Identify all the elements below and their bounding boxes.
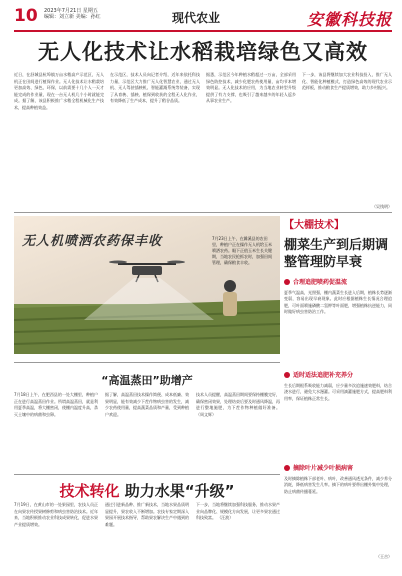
masthead-logo: 安徽科技报	[306, 10, 392, 29]
sidebar-text: 生长后期根系吸收能力减弱，应少量多次追施速效肥料，结合浇水进行，避免大水漫灌。可采用滴灌施肥方式，提高肥料利用率，保证植株正常生长。	[284, 383, 392, 401]
story-headline: “高温蒸田”助增产	[101, 374, 193, 387]
section-name: 现代农业	[172, 11, 221, 25]
story-column: 据了解，高温蒸田技术操作简便、成本低廉、效果明显，能有效减少下茬作物病虫害的发生，减少农药使用量，提高蔬菜品质和产量，受到种植户欢迎。	[105, 392, 189, 417]
issue-date: 2023年7月21日 星期五	[44, 8, 98, 14]
bullet-icon	[284, 465, 290, 471]
story-column: 通过引进新品种、推广新技术，当地水果品质明显提升，果农收入不断增加。农技专家定期深入果园开展技术指导，帮助果农解决生产中遇到的难题。	[105, 502, 189, 527]
story-headline: 技术转化 助力水果“升级”	[59, 482, 235, 500]
story-column: 7月19日，在黄山市的一处果园里，农技人员正在向果农传授果树修剪和病虫害防治技术。近年来，当地积极推动农业科技成果转化，促进水果产业提质增效。	[14, 502, 98, 527]
story-body	[14, 392, 280, 472]
lead-headline: 无人化技术让水稻栽培绿色又高效	[38, 40, 368, 64]
sidebar-subhead: 合理追肥喷药促温流	[284, 277, 392, 286]
section-divider	[14, 474, 280, 475]
photo-title: 无人机喷洒农药保丰收	[22, 234, 163, 249]
page-header	[14, 6, 392, 30]
sidebar-text: 及时摘除植株下部老叶、病叶，改善通风透光条件，减少养分消耗，降低病害发生几率。摘下的病叶要带出棚外集中处理，防止病菌传播蔓延。	[284, 476, 392, 494]
page-number: 10	[14, 6, 38, 26]
lead-byline: （吴钱明）	[372, 204, 392, 209]
lead-column: 下一步，该县将继续加大农业科技投入，推广无人化、智能化种植模式，打造绿色高效的现代农业示范样板，推动粮食生产提质增效，助力乡村振兴。	[302, 72, 392, 91]
lead-column: 近日，在舒城县杭埠镇万亩水稻高产示范区，无人机正在田间进行植保作业。无人化技术让水稻栽培更加高效、绿色、环保，以前需要十几个人一天才能完成的作业量，现在一台无人机几个小时就能完成。据了解，该县积极推广水稻全程机械化生产技术，提高种植效益。	[14, 72, 104, 110]
greenhouse-sidebar	[284, 216, 392, 566]
issue-info	[44, 8, 101, 20]
sidebar-text: 夏季气温高，光照强，棚内蔬菜生长进入后期，植株长势逐渐变弱，容易出现早衰现象。此时应根据植株生长情况合理追肥，可叶面喷施磷酸二氢钾等叶面肥，增强植株抗逆能力，同时做好病虫害防治工作。	[284, 290, 392, 315]
editor-credit: 编辑：刘立新 美编：孙红	[44, 14, 101, 20]
drone-photo	[14, 216, 280, 354]
lead-body	[14, 72, 392, 212]
spray-mist	[84, 278, 214, 320]
story-column: 7月18日上午，在肥西县的一处大棚里，种植户正在进行高温蒸田作业。所谓高温蒸田，就是利用夏季高温，将大棚密闭，使棚内温度升高，杀灭土壤中的病菌和虫卵。	[14, 392, 98, 417]
bullet-icon	[284, 279, 290, 285]
sidebar-headline: 棚菜生产到后期调整管理防早衰	[284, 238, 389, 270]
column-tag: 【大棚技术】	[284, 220, 344, 231]
lead-column: 据悉，示范区今年种植水稻超过一万亩，全部采用绿色防控技术，减少化肥农药使用量，亩均节本增效明显。无人化技术的应用，为当地农业转型升级提供了有力支撑，也吸引了越来越多的年轻人返乡从事农业生产。	[206, 72, 296, 104]
story-byline: （汪波）	[217, 515, 234, 521]
sidebar-subhead: 适时适法追肥补充养分	[284, 370, 392, 379]
header-divider	[14, 30, 392, 32]
farmer-figure	[223, 280, 237, 316]
section-divider	[14, 212, 392, 213]
bullet-icon	[284, 372, 290, 378]
story-byline: （周文辉）	[196, 411, 216, 417]
sidebar-subhead: 摘除叶片减少叶损病害	[284, 463, 392, 472]
section-divider	[14, 362, 280, 363]
lead-column: 在示范区，技术人员向记者介绍，近年来依托科技力量，示范区大力推广无人化智慧农业，通过无人机、无人驾驶插秧机、智能灌溉系统等装备，实现了从育秧、插秧、植保到收获的全程无人化作业，有效降低了生产成本，提升了稻谷品质。	[110, 72, 200, 104]
story-column: 下一步，当地将继续加强科技服务，推动水果产业向品牌化、规模化方向发展，让更多果农通过科技致富。 （汪波）	[196, 502, 280, 521]
sidebar-byline: （王吉）	[376, 554, 392, 559]
story-body	[14, 502, 280, 566]
photo-caption: 7月23日上午，在濉溪县的农田里，种植户正在操作无人机给玉米喷洒农药。眼下正值玉米生长关键期，当地农民抢抓农时，加强田间管理，确保粮食丰收。	[212, 236, 272, 265]
story-column: 技术人员提醒，高温蒸田期间要保持棚膜完好，确保密闭效果，处理结束后要及时通风降温，再进行整地施肥，为下茬作物种植做好准备。 （周文辉）	[196, 392, 280, 417]
